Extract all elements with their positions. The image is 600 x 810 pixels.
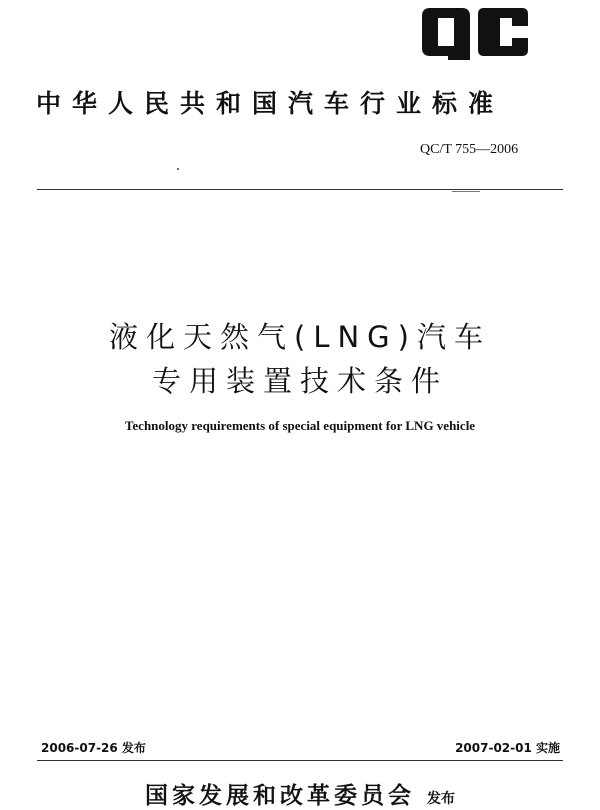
title-line-2: 专用装置技术条件 <box>151 364 448 398</box>
header-divider <box>37 189 563 190</box>
english-title: Technology requirements of special equipment for LNG vehicle <box>124 418 476 433</box>
publisher-name: 国家发展和改革委员会 <box>145 782 415 809</box>
publisher-verb: 发布 <box>427 791 455 807</box>
standard-number: QC/T 755—2006 <box>420 142 519 157</box>
implementation-date: 2007-02-01 实施 <box>455 741 560 755</box>
standard-category-heading: 中华人民共和国汽车行业标准 <box>36 89 505 118</box>
print-speck <box>177 168 179 170</box>
header-divider-mark <box>452 191 480 192</box>
title-line-1: 液化天然气(LNG)汽车 <box>109 320 491 354</box>
publisher-line <box>0 777 600 810</box>
document-title <box>0 315 600 403</box>
qc-logo-graphic <box>418 4 530 62</box>
qc-logo <box>418 4 530 62</box>
footer-divider <box>37 760 563 761</box>
issue-date: 2006-07-26 发布 <box>41 741 146 755</box>
